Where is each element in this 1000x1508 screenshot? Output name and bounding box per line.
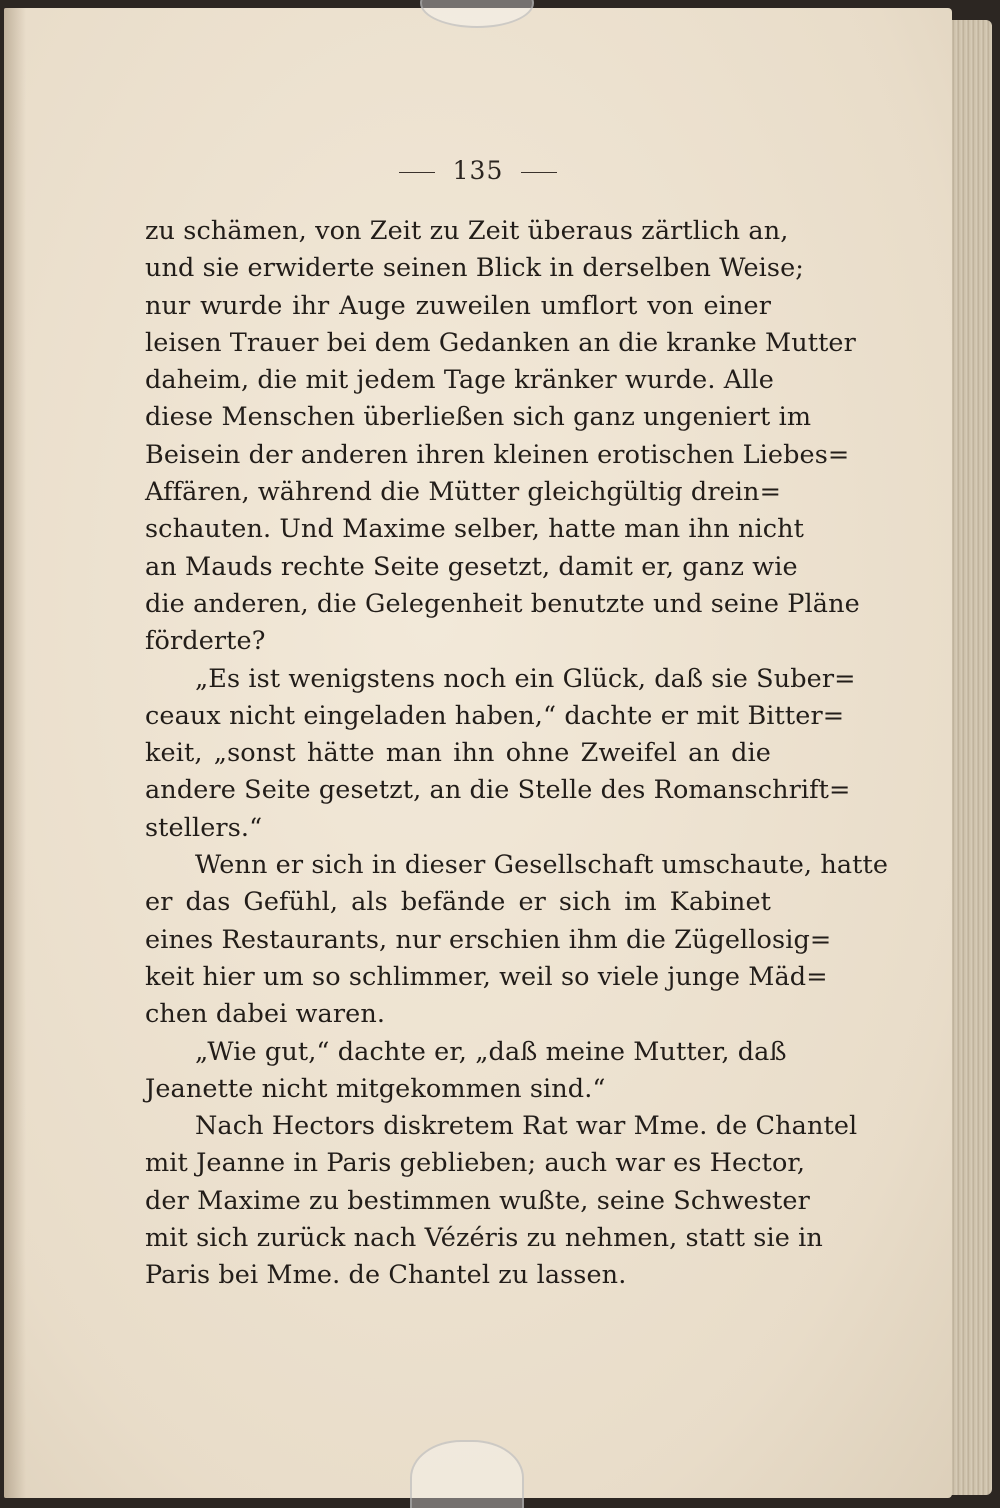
text-line: leisen Trauer bei dem Gedanken an die kranke Mutter: [145, 327, 856, 358]
text-line: Affären, während die Mütter gleichgültig drein=: [145, 477, 782, 508]
dash-right: [521, 172, 557, 173]
text-line: keit, „sonst hätte man ihn ohne Zweifel an die: [145, 738, 771, 769]
text-line: an Mauds rechte Seite gesetzt, damit er, ganz wie: [145, 551, 798, 582]
text-line: zu schämen, von Zeit zu Zeit überaus zärtlich an,: [145, 216, 789, 246]
text-line: Beisein der anderen ihren kleinen erotischen Liebes=: [145, 439, 850, 470]
text-line: Wenn er sich in dieser Gesellschaft umschaute, hatte: [195, 850, 889, 881]
text-line: schauten. Und Maxime selber, hatte man ihn nicht: [145, 514, 804, 545]
text-line: stellers.“: [145, 812, 263, 843]
page-number: [4, 156, 952, 185]
text-line: andere Seite gesetzt, an die Stelle des Romanschrift=: [145, 775, 851, 806]
text-line: die anderen, die Gelegenheit benutzte und seine Pläne: [145, 588, 860, 619]
dash-left: [399, 172, 435, 173]
paragraph: [145, 661, 856, 847]
page-sheet: [4, 8, 952, 1498]
paragraph: [145, 1108, 858, 1294]
text-line: keit hier um so schlimmer, weil so viele junge Mäd=: [145, 961, 828, 992]
text-line: Paris bei Mme. de Chantel zu lassen.: [145, 1260, 627, 1291]
paragraph: [145, 213, 860, 661]
paragraph: [145, 1034, 787, 1109]
body-text: [145, 213, 889, 1295]
text-line: „Wie gut,“ dachte er, „daß meine Mutter, daß: [195, 1036, 787, 1067]
text-line: förderte?: [145, 626, 266, 657]
text-line: der Maxime zu bestimmen wußte, seine Schwester: [145, 1185, 810, 1216]
text-line: daheim, die mit jedem Tage kränker wurde. Alle: [145, 365, 774, 396]
text-line: ceaux nicht eingeladen haben,“ dachte er mit Bitter=: [145, 700, 845, 731]
text-line: nur wurde ihr Auge zuweilen umflort von einer: [145, 290, 771, 321]
text-line: eines Restaurants, nur erschien ihm die Zügellosig=: [145, 924, 832, 955]
text-line: Nach Hectors diskretem Rat war Mme. de Chantel: [195, 1111, 858, 1142]
text-line: und sie erwiderte seinen Blick in derselben Weise;: [145, 253, 804, 284]
text-line: diese Menschen überließen sich ganz ungeniert im: [145, 402, 812, 433]
text-line: Jeanette nicht mitgekommen sind.“: [145, 1073, 606, 1104]
page-number-value: 135: [452, 156, 504, 185]
text-line: „Es ist wenigstens noch ein Glück, daß sie Suber=: [195, 663, 856, 694]
paragraph: [145, 847, 889, 1033]
text-line: mit sich zurück nach Vézéris zu nehmen, statt sie in: [145, 1223, 823, 1254]
gutter-shadow: [4, 8, 26, 1498]
clip-bottom: [410, 1440, 524, 1508]
text-line: er das Gefühl, als befände er sich im Kabinet: [145, 887, 771, 918]
text-line: mit Jeanne in Paris geblieben; auch war es Hector,: [145, 1148, 806, 1179]
text-line: chen dabei waren.: [145, 999, 386, 1030]
